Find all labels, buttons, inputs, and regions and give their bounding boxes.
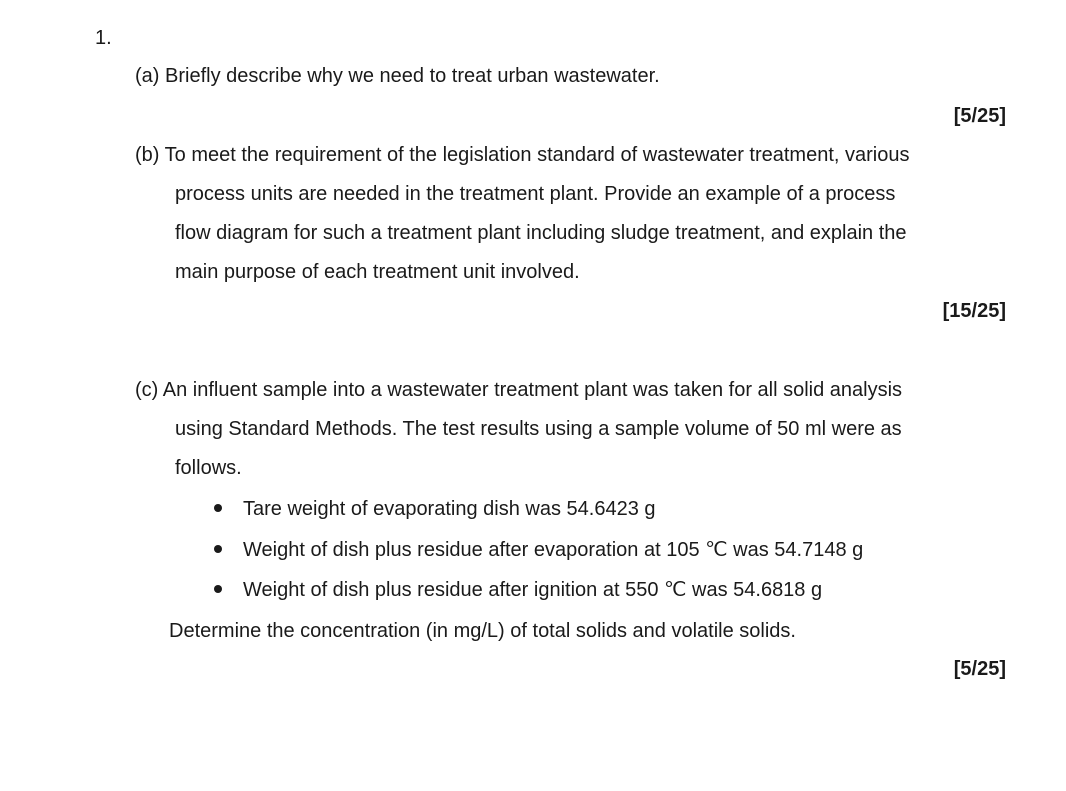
part-c-line-2: using Standard Methods. The test results using a sample volume of 50 ml were as <box>175 418 902 440</box>
question-number: 1. <box>95 27 112 49</box>
part-a-marks: [5/25] <box>953 105 1006 127</box>
bullet-item-2: Weight of dish plus residue after evaporation at 105 ℃ was 54.7148 g <box>243 539 864 561</box>
part-b-marks: [15/25] <box>942 300 1006 322</box>
bullet-icon <box>214 504 222 512</box>
bullet-icon <box>214 545 222 553</box>
part-c-line-3: follows. <box>175 457 242 479</box>
part-c-marks: [5/25] <box>953 658 1006 680</box>
part-b-line-1: (b) To meet the requirement of the legislation standard of wastewater treatment, various <box>135 144 910 166</box>
bullet-item-3: Weight of dish plus residue after ignition at 550 ℃ was 54.6818 g <box>243 579 823 601</box>
part-b-line-3: flow diagram for such a treatment plant including sludge treatment, and explain the <box>175 222 907 244</box>
part-c-line-1: (c) An influent sample into a wastewater treatment plant was taken for all solid analysis <box>135 379 903 401</box>
bullet-icon <box>214 585 222 593</box>
bullet-item-1: Tare weight of evaporating dish was 54.6423 g <box>243 498 656 520</box>
part-a-text: (a) Briefly describe why we need to treat urban wastewater. <box>135 65 660 87</box>
part-b-line-4: main purpose of each treatment unit involved. <box>175 261 580 283</box>
part-c-conclusion: Determine the concentration (in mg/L) of total solids and volatile solids. <box>169 620 796 642</box>
part-b-line-2: process units are needed in the treatment plant. Provide an example of a process <box>175 183 896 205</box>
